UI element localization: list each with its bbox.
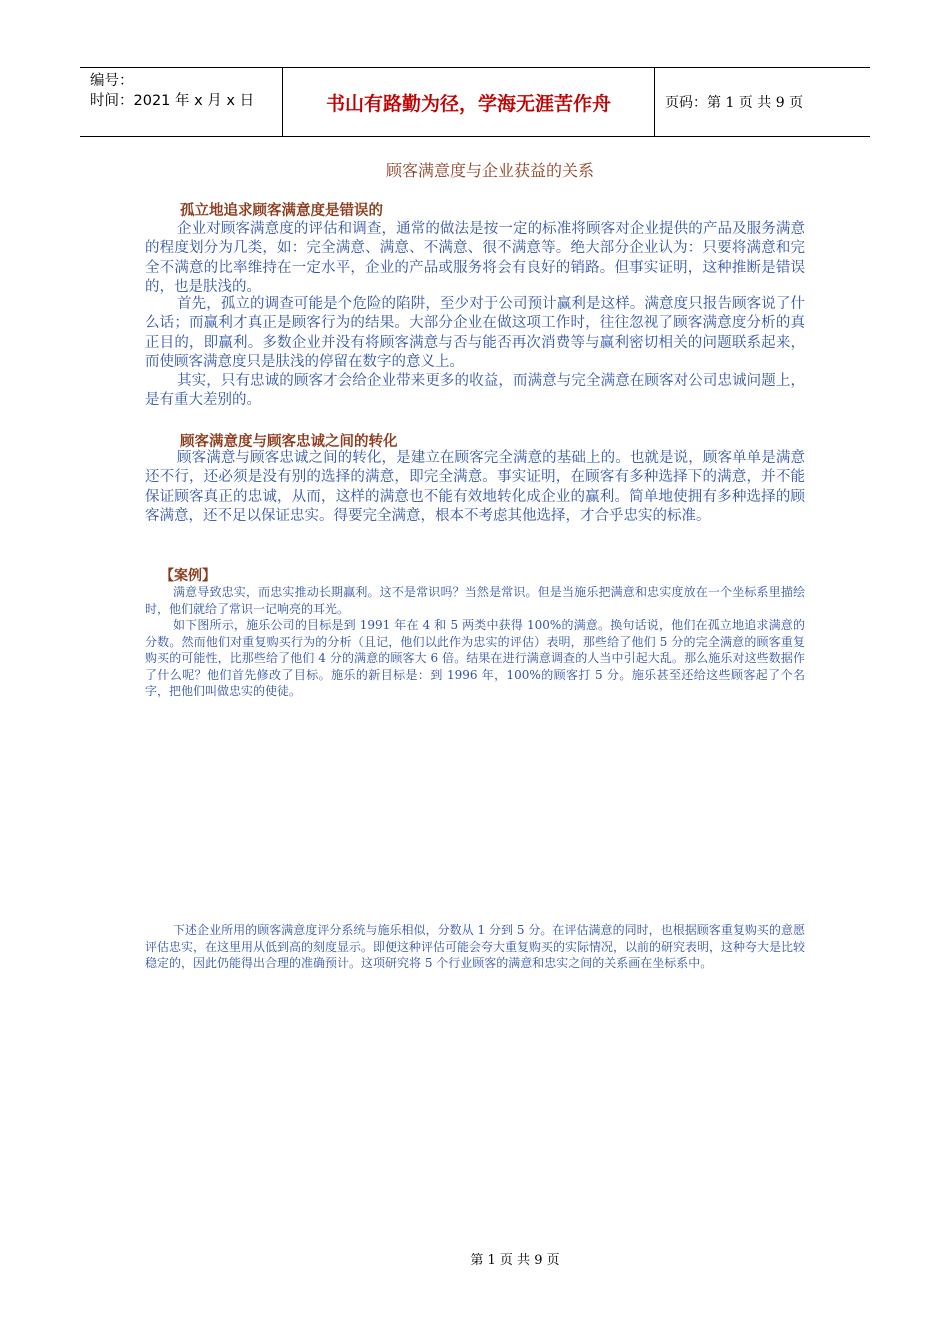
number-label: 编号： xyxy=(90,73,134,89)
section1-paragraph: 其实，只有忠诚的顾客才会给企业带来更多的收益，而满意与完全满意在顾客对公司忠诚问题上，是有重大差别的。 xyxy=(145,373,805,409)
time-label: 时间：2021 年 x 月 x 日 xyxy=(90,93,255,109)
document-title: 顾客满意度与企业获益的关系 xyxy=(385,161,594,180)
section2-paragraph: 顾客满意与顾客忠诚之间的转化，是建立在顾客完全满意的基础上的。也就是说，顾客单单是满意还不行，还必须是没有别的选择的满意，即完全满意。事实证明，在顾客有多种选择下的满意，并不能保证顾客真正的忠诚，从而，这样的满意也不能有效地转化成企业的赢利。简单地使拥有多种选择的顾客满意，还不足以保证忠实。得要完全满意，根本不考虑其他选择，才合乎忠实的标准。 xyxy=(145,450,805,524)
case-closing-paragraph: 下述企业所用的顾客满意度评分系统与施乐相似，分数从 1 分到 5 分。在评估满意的同时，也根据顾客重复购买的意愿评估忠实，在这里用从低到高的刻度显示。即便这种评估可能会夸大重复购买的实际情况，以前的研究表明，这种夸大是比较稳定的，因此仍能得出合理的准确预计。这项研究将 5 个行业顾客的满意和忠实之间的关系画在坐标系中。 xyxy=(145,923,806,970)
case-label: 【案例】 xyxy=(160,568,216,584)
document-header xyxy=(80,67,870,137)
case-paragraph: 如下图所示，施乐公司的目标是到 1991 年在 4 和 5 两类中获得 100%的满意。换句话说，他们在孤立地追求满意的分数。然而他们对重复购买行为的分析（且记，他们以此作为忠实的评估）表明，那些给了他们 5 分的完全满意的顾客重复购买的可能性，比那些给了他们 4 分的满意的顾客大 6 倍。结果在进行满意调查的人当中引起大乱。那么施乐对这些数据作了什么呢？他们首先修改了目标。施乐的新目标是：到 1996 年，100%的顾客打 5 分。施乐甚至还给这些顾客起了个名字，把他们叫做忠实的使徒。 xyxy=(145,618,805,698)
header-page-label: 页码：第 1 页 共 9 页 xyxy=(665,95,804,111)
header-meta xyxy=(80,68,283,136)
section2-heading: 顾客满意度与顾客忠诚之间的转化 xyxy=(180,434,398,450)
section1-paragraph: 首先，孤立的调查可能是个危险的陷阱，至少对于公司预计赢利是这样。满意度只报告顾客说了什么话；而赢利才真正是顾客行为的结果。大部分企业在做这项工作时，往往忽视了顾客满意度分析的真正目的，即赢利。多数企业并没有将顾客满意与否与能否再次消费等与赢利密切相关的问题联系起来，而使顾客满意度只是肤浅的停留在数字的意义上。 xyxy=(145,296,805,370)
section1-paragraph: 企业对顾客满意度的评估和调查，通常的做法是按一定的标准将顾客对企业提供的产品及服务满意的程度划分为几类，如：完全满意、满意、不满意、很不满意等。绝大部分企业认为：只要将满意和完全不满意的比率维持在一定水平，企业的产品或服务将会有良好的销路。但事实证明，这种推断是错误的，也是肤浅的。 xyxy=(145,221,805,295)
section1-heading: 孤立地追求顾客满意度是错误的 xyxy=(180,203,383,219)
header-motto: 书山有路勤为径，学海无涯苦作舟 xyxy=(283,68,655,136)
case-paragraph: 满意导致忠实，而忠实推动长期赢利。这不是常识吗？当然是常识。但是当施乐把满意和忠实度放在一个坐标系里描绘时，他们就给了常识一记响亮的耳光。 xyxy=(145,585,805,616)
page-footer: 第 1 页 共 9 页 xyxy=(470,1253,560,1268)
